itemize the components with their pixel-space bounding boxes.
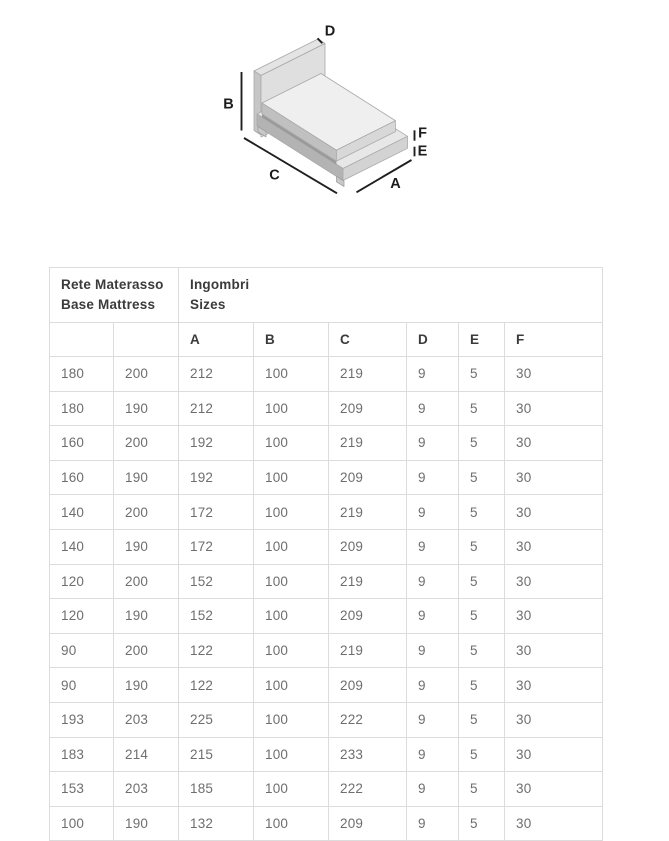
table-cell: 5 — [459, 806, 505, 841]
table-cell: 209 — [329, 668, 407, 703]
table-body — [50, 357, 603, 841]
group-header-line: Sizes — [190, 297, 226, 312]
table-cell: 209 — [329, 599, 407, 634]
table-cell: 225 — [179, 702, 254, 737]
table-cell: 190 — [114, 460, 179, 495]
table-cell: 5 — [459, 495, 505, 530]
table-cell: 200 — [114, 564, 179, 599]
table-cell: 215 — [179, 737, 254, 772]
table-row — [50, 391, 603, 426]
table-cell: 5 — [459, 529, 505, 564]
table-cell: 140 — [50, 529, 114, 564]
table-cell: 30 — [505, 529, 603, 564]
table-cell: 30 — [505, 357, 603, 392]
table-cell: 222 — [329, 702, 407, 737]
table-row — [50, 737, 603, 772]
dimension-label-d: D — [324, 23, 336, 40]
group-header-row — [50, 268, 603, 323]
table-cell: 214 — [114, 737, 179, 772]
table-row — [50, 529, 603, 564]
table-cell: 30 — [505, 495, 603, 530]
table-cell: 100 — [254, 460, 329, 495]
table-cell: 9 — [407, 460, 459, 495]
table-cell: 5 — [459, 702, 505, 737]
table-cell: 9 — [407, 495, 459, 530]
table-cell: 122 — [179, 633, 254, 668]
table-row — [50, 772, 603, 807]
table-cell: 140 — [50, 495, 114, 530]
table-cell: 5 — [459, 426, 505, 461]
dimension-label-c: C — [269, 167, 280, 184]
table-cell: 5 — [459, 357, 505, 392]
table-cell: 200 — [114, 426, 179, 461]
table-cell: 212 — [179, 357, 254, 392]
table-cell: 183 — [50, 737, 114, 772]
table-cell: 5 — [459, 460, 505, 495]
table-cell: 209 — [329, 460, 407, 495]
table-cell: 30 — [505, 460, 603, 495]
table-cell: 30 — [505, 806, 603, 841]
table-cell: 9 — [407, 564, 459, 599]
table-cell: 190 — [114, 391, 179, 426]
table-cell: 9 — [407, 426, 459, 461]
table-cell: 30 — [505, 599, 603, 634]
table-cell: 153 — [50, 772, 114, 807]
table-cell: 192 — [179, 426, 254, 461]
table-cell: 172 — [179, 529, 254, 564]
table-cell: 5 — [459, 391, 505, 426]
table-cell: 203 — [114, 772, 179, 807]
table-cell: 172 — [179, 495, 254, 530]
table-cell: 190 — [114, 668, 179, 703]
column-header-empty — [114, 323, 179, 357]
dimension-label-a: A — [390, 176, 401, 192]
table-header — [50, 268, 603, 357]
table-cell: 5 — [459, 633, 505, 668]
table-cell: 120 — [50, 599, 114, 634]
table-cell: 90 — [50, 633, 114, 668]
table-row — [50, 806, 603, 841]
table-cell: 219 — [329, 633, 407, 668]
table-cell: 9 — [407, 668, 459, 703]
column-header-d: D — [407, 323, 459, 357]
table-cell: 209 — [329, 806, 407, 841]
column-header-e: E — [459, 323, 505, 357]
table-cell: 100 — [254, 599, 329, 634]
table-cell: 190 — [114, 529, 179, 564]
table-cell: 160 — [50, 426, 114, 461]
table-cell: 219 — [329, 426, 407, 461]
table-cell: 100 — [254, 529, 329, 564]
table-cell: 5 — [459, 564, 505, 599]
sizes-table — [49, 267, 603, 841]
table-cell: 219 — [329, 495, 407, 530]
table-cell: 9 — [407, 599, 459, 634]
table-cell: 193 — [50, 702, 114, 737]
table-cell: 209 — [329, 391, 407, 426]
table-cell: 200 — [114, 357, 179, 392]
table-cell: 5 — [459, 772, 505, 807]
dimension-label-e: E — [417, 143, 428, 160]
table-row — [50, 495, 603, 530]
table-cell: 9 — [407, 772, 459, 807]
table-row — [50, 357, 603, 392]
group-header-base-mattress — [50, 268, 179, 323]
table-cell: 30 — [505, 668, 603, 703]
column-header-empty — [50, 323, 114, 357]
table-cell: 152 — [179, 564, 254, 599]
table-cell: 100 — [254, 772, 329, 807]
table-cell: 212 — [179, 391, 254, 426]
table-cell: 100 — [50, 806, 114, 841]
table-cell: 100 — [254, 668, 329, 703]
column-header-f: F — [505, 323, 603, 357]
group-header-line: Ingombri — [190, 277, 250, 292]
table-cell: 30 — [505, 772, 603, 807]
table-cell: 100 — [254, 564, 329, 599]
table-row — [50, 633, 603, 668]
table-cell: 90 — [50, 668, 114, 703]
table-cell: 9 — [407, 391, 459, 426]
table-cell: 30 — [505, 391, 603, 426]
table-cell: 233 — [329, 737, 407, 772]
table-cell: 100 — [254, 806, 329, 841]
table-cell: 209 — [329, 529, 407, 564]
table-cell: 200 — [114, 633, 179, 668]
column-header-c: C — [329, 323, 407, 357]
table-cell: 132 — [179, 806, 254, 841]
table-cell: 30 — [505, 702, 603, 737]
table-cell: 190 — [114, 599, 179, 634]
table-cell: 30 — [505, 737, 603, 772]
table-cell: 219 — [329, 564, 407, 599]
table-cell: 30 — [505, 564, 603, 599]
table-cell: 203 — [114, 702, 179, 737]
table-cell: 219 — [329, 357, 407, 392]
table-row — [50, 668, 603, 703]
table-cell: 190 — [114, 806, 179, 841]
table-cell: 9 — [407, 529, 459, 564]
table-row — [50, 460, 603, 495]
table-row — [50, 702, 603, 737]
table-cell: 9 — [407, 633, 459, 668]
table-cell: 160 — [50, 460, 114, 495]
table-cell: 5 — [459, 599, 505, 634]
group-header-line: Rete Materasso — [61, 277, 164, 292]
table-cell: 5 — [459, 668, 505, 703]
column-header-b: B — [254, 323, 329, 357]
table-cell: 122 — [179, 668, 254, 703]
dimension-label-f: F — [418, 125, 427, 142]
table-cell: 100 — [254, 391, 329, 426]
table-row — [50, 564, 603, 599]
column-header-a: A — [179, 323, 254, 357]
table-cell: 180 — [50, 357, 114, 392]
table-cell: 222 — [329, 772, 407, 807]
dimension-label-b: B — [223, 96, 234, 113]
bed-dimensions-diagram — [0, 0, 669, 255]
column-header-row — [50, 323, 603, 357]
table-cell: 30 — [505, 426, 603, 461]
table-cell: 100 — [254, 357, 329, 392]
table-cell: 120 — [50, 564, 114, 599]
table-cell: 100 — [254, 495, 329, 530]
table-row — [50, 599, 603, 634]
table-cell: 100 — [254, 426, 329, 461]
table-cell: 9 — [407, 357, 459, 392]
table-cell: 9 — [407, 702, 459, 737]
group-header-line: Base Mattress — [61, 297, 156, 312]
table-cell: 152 — [179, 599, 254, 634]
table-cell: 192 — [179, 460, 254, 495]
group-header-sizes — [179, 268, 603, 323]
table-cell: 100 — [254, 702, 329, 737]
table-cell: 180 — [50, 391, 114, 426]
table-cell: 9 — [407, 737, 459, 772]
table-cell: 200 — [114, 495, 179, 530]
table-cell: 9 — [407, 806, 459, 841]
table-cell: 5 — [459, 737, 505, 772]
table-cell: 30 — [505, 633, 603, 668]
table-cell: 100 — [254, 737, 329, 772]
bed-illustration — [254, 39, 408, 187]
table-row — [50, 426, 603, 461]
table-cell: 185 — [179, 772, 254, 807]
table-cell: 100 — [254, 633, 329, 668]
